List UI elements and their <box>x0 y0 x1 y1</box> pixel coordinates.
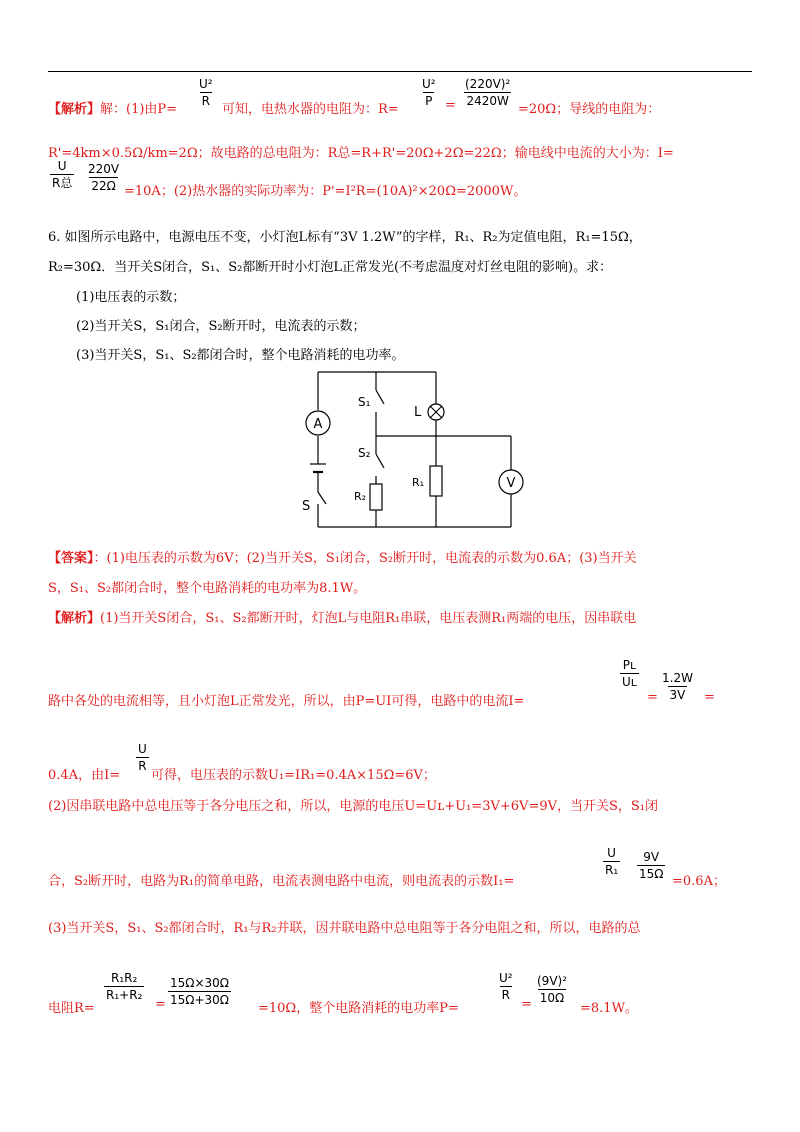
fraction-9v-sq-over-10ohm <box>535 975 569 1004</box>
voltmeter-label: V <box>506 476 516 491</box>
answer-label: 【答案】 <box>48 551 94 566</box>
frac-num: U² <box>499 971 513 985</box>
frac-den: 10Ω <box>539 991 565 1005</box>
r1-label: R₁ <box>412 476 425 489</box>
frac-num: 15Ω×30Ω <box>170 976 229 990</box>
q6-sub1: (1)电压表的示数； <box>76 290 186 305</box>
lamp-label: L <box>414 405 422 420</box>
frac-num: (9V)² <box>537 974 568 988</box>
answer-line1 <box>48 547 637 566</box>
frac-den: R总 <box>52 176 73 190</box>
s2-label: S₂ <box>358 446 371 460</box>
analysis2-line5b: =0.6A； <box>672 874 726 889</box>
frac-num: U² <box>199 77 213 91</box>
q6-line1: 6. 如图所示电路中，电源电压不变，小灯泡L标有“3V 1.2W”的字样，R₁、R₂为定值电阻，R₁=15Ω， <box>48 230 642 245</box>
fraction-15x30-over-15plus30 <box>168 977 231 1006</box>
fraction-u-over-r1 <box>603 847 620 876</box>
frac-den: R <box>201 94 210 108</box>
frac-num: 9V <box>643 850 660 864</box>
analysis1-line1 <box>48 98 177 117</box>
fraction-u-over-r <box>136 743 149 772</box>
frac-num: 220V <box>88 162 120 176</box>
q6-sub2: (2)当开关S，S₁闭合，S₂断开时，电流表的示数； <box>76 319 366 334</box>
ammeter-label: A <box>313 417 323 432</box>
fraction-9v-over-15ohm <box>637 851 665 880</box>
frac-num: U <box>138 742 147 756</box>
fraction-u2-over-p <box>420 78 438 107</box>
equals-sign: = <box>704 690 715 705</box>
analysis1-text-b: 可知，电热水器的电阻为：R= <box>222 102 399 117</box>
analysis2-line7b: =10Ω，整个电路消耗的电功率P= <box>258 1001 459 1016</box>
frac-den: Uʟ <box>622 675 637 689</box>
analysis2-line7c: =8.1W。 <box>580 1001 638 1016</box>
answer-line2: S，S₁、S₂都闭合时，整个电路消耗的电功率为8.1W。 <box>48 581 367 596</box>
analysis2-text1: (1)当开关S闭合，S₁、S₂都断开时，灯泡L与电阻R₁串联，电压表测R₁两端的电压，因串联电 <box>100 611 637 626</box>
frac-den: R₁ <box>605 863 619 877</box>
q6-sub3: (3)当开关S，S₁、S₂都闭合时，整个电路消耗的电功率。 <box>76 348 405 363</box>
analysis2-line5a: 合，S₂断开时，电路为R₁的简单电路，电流表测电路中电流，则电流表的示数I₁= <box>48 874 515 889</box>
analysis1-text-c: =20Ω；导线的电阻为： <box>518 102 661 117</box>
q6-line2: R₂=30Ω．当开关S闭合，S₁、S₂都断开时小灯泡L正常发光(不考虑温度对灯丝电阻的影响)。求： <box>48 260 613 275</box>
analysis1-line2: R'=4km×0.5Ω/km=2Ω；故电路的总电阻为：R总=R+R'=20Ω+2Ω=22Ω；输电线中电流的大小为：I= <box>48 146 674 161</box>
equals-sign: = <box>521 997 532 1012</box>
fraction-u-over-r-total <box>50 160 74 189</box>
fraction-220v-sq-over-2420w <box>463 78 512 107</box>
frac-den: 15Ω+30Ω <box>170 993 229 1007</box>
fraction-220v-over-22ohm <box>86 163 121 192</box>
circuit-diagram <box>296 362 526 532</box>
frac-den: R <box>138 759 147 773</box>
equals-sign: = <box>445 98 456 113</box>
analysis2-line2: 路中各处的电流相等，且小灯泡L正常发光，所以，由P=UI可得，电路中的电流I= <box>48 694 525 709</box>
top-rule <box>48 71 752 72</box>
frac-num: U <box>607 846 616 860</box>
analysis2-line1 <box>48 607 636 626</box>
fraction-1-2w-over-3v <box>660 672 695 701</box>
fraction-u2-over-r <box>197 78 215 107</box>
r2-label: R₂ <box>354 490 367 503</box>
analysis1-line3: =10A；(2)热水器的实际功率为：P'=I²R=(10A)²×20Ω=2000W。 <box>124 184 527 199</box>
answer-text1: ：(1)电压表的示数为6V；(2)当开关S，S₁闭合，S₂断开时，电流表的示数为0.6A；(3)当开关 <box>93 551 637 566</box>
fraction-pl-over-ul <box>620 659 639 688</box>
analysis1-label: 【解析】 <box>48 102 101 117</box>
equals-sign: = <box>155 997 166 1012</box>
analysis2-line7a: 电阻R= <box>48 1001 95 1016</box>
frac-den: R <box>501 988 510 1002</box>
frac-den: P <box>425 94 433 108</box>
frac-num: U² <box>422 77 436 91</box>
frac-den: R₁+R₂ <box>106 988 143 1002</box>
frac-num: (220V)² <box>465 77 511 91</box>
s-label: S <box>302 499 311 514</box>
frac-num: R₁R₂ <box>111 971 138 985</box>
frac-den: 15Ω <box>639 867 664 881</box>
analysis2-line6: (3)当开关S，S₁、S₂都闭合时，R₁与R₂并联，因并联电路中总电阻等于各分电阻之和，所以，电路的总 <box>48 921 641 936</box>
analysis2-line3a: 0.4A，由I= <box>48 768 121 783</box>
analysis2-line3b: 可得，电压表的示数U₁=IR₁=0.4A×15Ω=6V； <box>151 768 436 783</box>
lamp-icon <box>428 404 444 420</box>
fraction-u2-over-r-final <box>497 972 515 1001</box>
frac-num: 1.2W <box>662 671 693 685</box>
frac-den: 3V <box>669 688 686 702</box>
frac-den: 22Ω <box>91 179 116 193</box>
s1-label: S₁ <box>358 395 371 409</box>
analysis2-line4: (2)因串联电路中总电压等于各分电压之和，所以，电源的电压U=Uʟ+U₁=3V+6V=9V，当开关S，S₁闭 <box>48 799 659 814</box>
frac-num: U <box>57 159 67 173</box>
equals-sign: = <box>647 690 658 705</box>
frac-num: Pʟ <box>622 658 637 672</box>
frac-den: 2420W <box>466 94 509 108</box>
fraction-r1r2-over-sum <box>104 972 144 1001</box>
analysis1-text-a: 解：(1)由P= <box>100 102 178 117</box>
analysis2-label: 【解析】 <box>48 611 101 626</box>
